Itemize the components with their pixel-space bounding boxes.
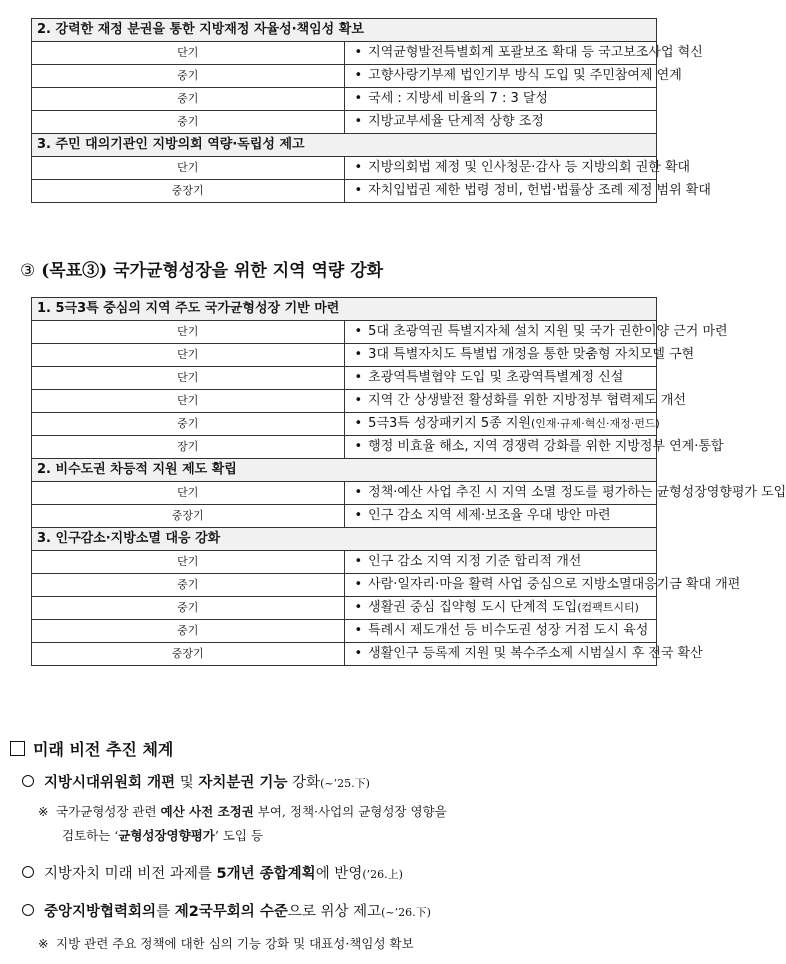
bullet-dot-icon: • — [354, 324, 363, 339]
task-cell — [344, 482, 786, 505]
vision-note-1 — [38, 802, 447, 820]
task-text: 지역 간 상생발전 활성화를 위한 지방정부 협력제도 개선 — [368, 393, 686, 408]
task-text: 5대 초광역권 특별지자체 설치 지원 및 국가 권한이양 근거 마련 — [368, 324, 728, 339]
term-cell: 단기 — [32, 551, 345, 574]
bullet-dot-icon: • — [354, 577, 363, 592]
note-mark: ※ — [38, 804, 49, 819]
section-header-row — [32, 298, 657, 321]
vision-item-3-date: (~’26.下) — [381, 906, 431, 919]
table-row — [32, 643, 657, 666]
table-row — [32, 180, 657, 203]
task-cell — [344, 551, 657, 574]
term-cell: 중기 — [32, 597, 345, 620]
bullet-dot-icon: • — [354, 646, 363, 661]
task-cell — [344, 321, 728, 344]
circle-bullet-icon — [22, 904, 34, 916]
task-cell — [344, 413, 660, 436]
task-text: 생활권 중심 집약형 도시 단계적 도입 — [368, 600, 578, 615]
task-cell — [344, 505, 657, 528]
task-text: 초광역특별협약 도입 및 초광역특별계정 신설 — [368, 370, 624, 385]
term-cell: 단기 — [32, 482, 345, 505]
task-text: 국세 : 지방세 비율의 7 : 3 달성 — [368, 91, 548, 106]
bullet-dot-icon: • — [354, 623, 363, 638]
table-row — [32, 436, 657, 459]
task-cell — [344, 344, 695, 367]
bullet-dot-icon: • — [354, 347, 363, 362]
task-text: 인구 감소 지역 지정 기준 합리적 개선 — [368, 554, 582, 569]
task-note: (인재·규제·혁신·재정·펀드) — [530, 417, 660, 430]
vision-note-1-text-3: 검토하는 ‘ — [62, 828, 119, 843]
table-row — [32, 111, 657, 134]
vision-item-1-bold-2: 자치분권 기능 — [198, 775, 288, 791]
term-cell: 단기 — [32, 390, 345, 413]
section-header-row — [32, 19, 657, 42]
vision-item-1-date: (~’25.下) — [320, 777, 370, 790]
circle-bullet-icon — [22, 775, 34, 787]
term-cell: 중기 — [32, 65, 345, 88]
vision-item-2-text-2: 에 반영 — [315, 866, 363, 882]
circle-bullet-icon — [22, 866, 34, 878]
goal3-text: (목표③) 국가균형성장을 위한 지역 역량 강화 — [41, 261, 384, 281]
task-text: 정책·예산 사업 추진 시 지역 소멸 정도를 평가하는 균형성장영향평가 도입 — [368, 485, 786, 500]
bullet-dot-icon: • — [354, 370, 363, 385]
section-title: 3. 인구감소·지방소멸 대응 강화 — [32, 528, 657, 551]
task-cell — [344, 620, 657, 643]
vision-item-2-text-1: 지방자치 미래 비전 과제를 — [44, 866, 217, 882]
bullet-dot-icon: • — [354, 114, 363, 129]
vision-note-1-line-2 — [62, 826, 263, 844]
task-text: 지방의회법 제정 및 인사청문·감사 등 지방의회 권한 확대 — [368, 160, 691, 175]
table-row — [32, 505, 657, 528]
task-cell — [344, 390, 686, 413]
vision-item-3-text-1: 를 — [156, 904, 175, 920]
bullet-dot-icon: • — [354, 160, 363, 175]
table-row — [32, 344, 657, 367]
term-cell: 단기 — [32, 321, 345, 344]
term-cell: 단기 — [32, 157, 345, 180]
table-row — [32, 390, 657, 413]
bullet-dot-icon: • — [354, 45, 363, 60]
task-cell — [344, 111, 657, 134]
square-bullet-icon — [10, 741, 25, 756]
term-cell: 중기 — [32, 620, 345, 643]
note-mark: ※ — [38, 936, 49, 951]
table-row — [32, 413, 657, 436]
term-cell: 중기 — [32, 574, 345, 597]
term-cell: 중장기 — [32, 505, 345, 528]
bullet-dot-icon: • — [354, 416, 363, 431]
bullet-dot-icon: • — [354, 183, 363, 198]
vision-note-2-text: 지방 관련 주요 정책에 대한 심의 기능 강화 및 대표성·책임성 확보 — [56, 936, 414, 951]
vision-note-2 — [38, 934, 414, 952]
bullet-dot-icon: • — [354, 600, 363, 615]
table-row — [32, 367, 657, 390]
vision-note-1-text-4: ’ 도입 등 — [214, 828, 264, 843]
vision-item-1-text-1: 및 — [175, 775, 199, 791]
table-row — [32, 597, 657, 620]
term-cell: 장기 — [32, 436, 345, 459]
vision-item-3-text-2: 으로 위상 제고 — [287, 904, 382, 920]
term-cell: 단기 — [32, 344, 345, 367]
table-row — [32, 42, 657, 65]
vision-item-3 — [22, 900, 431, 921]
vision-heading — [10, 737, 173, 760]
term-cell: 단기 — [32, 42, 345, 65]
task-cell — [344, 65, 682, 88]
term-cell: 중기 — [32, 111, 345, 134]
bullet-dot-icon: • — [354, 393, 363, 408]
task-text: 지방교부세율 단계적 상향 조정 — [368, 114, 544, 129]
section-title: 2. 강력한 재정 분권을 통한 지방재정 자율성·책임성 확보 — [32, 19, 657, 42]
section-title: 3. 주민 대의기관인 지방의회 역량·독립성 제고 — [32, 134, 657, 157]
task-text: 인구 감소 지역 세제·보조율 우대 방안 마련 — [368, 508, 611, 523]
table-row — [32, 157, 657, 180]
vision-item-1-bold-1: 지방시대위원회 개편 — [44, 775, 176, 791]
task-cell — [344, 88, 657, 111]
vision-item-1-text-2: 강화 — [287, 775, 321, 791]
task-text: 특례시 제도개선 등 비수도권 성장 거점 도시 육성 — [368, 623, 649, 638]
vision-item-3-bold-2: 제2국무회의 수준 — [174, 904, 288, 920]
task-text: 고향사랑기부제 법인기부 방식 도입 및 주민참여제 연계 — [368, 68, 682, 83]
task-cell — [344, 367, 657, 390]
goal3-number: ③ — [20, 261, 36, 281]
task-text: 지역균형발전특별회계 포괄보조 확대 등 국고보조사업 혁신 — [368, 45, 703, 60]
bullet-dot-icon: • — [354, 554, 363, 569]
section-header-row — [32, 528, 657, 551]
task-cell — [344, 597, 657, 620]
task-text: 자치입법권 제한 법령 정비, 헌법·법률상 조례 제정 범위 확대 — [368, 183, 711, 198]
task-cell — [344, 42, 703, 65]
task-cell — [344, 180, 711, 203]
bullet-dot-icon: • — [354, 91, 363, 106]
term-cell: 중장기 — [32, 180, 345, 203]
task-cell — [344, 436, 724, 459]
vision-note-1-bold-1: 예산 사전 조정권 — [160, 804, 254, 819]
section-header-row — [32, 134, 657, 157]
goal3-heading — [20, 256, 383, 281]
policy-table-top — [31, 18, 711, 203]
task-text: 3대 특별자치도 특별법 개정을 통한 맞춤형 자치모델 구현 — [368, 347, 695, 362]
bullet-dot-icon: • — [354, 485, 363, 500]
vision-item-3-bold-1: 중앙지방협력회의 — [44, 904, 157, 920]
vision-note-1-text-1: 국가균형성장 관련 — [56, 804, 161, 819]
task-text: 사람·일자리·마을 활력 사업 중심으로 지방소멸대응기금 확대 개편 — [368, 577, 741, 592]
task-cell — [344, 157, 691, 180]
section-title: 2. 비수도권 차등적 지원 제도 확립 — [32, 459, 657, 482]
table-row — [32, 88, 657, 111]
table-row — [32, 482, 657, 505]
task-text: 5극3특 성장패키지 5종 지원 — [368, 416, 531, 431]
policy-table-bottom — [31, 297, 786, 666]
term-cell: 단기 — [32, 367, 345, 390]
vision-note-1-text-2: 부여, 정책·사업의 균형성장 영향을 — [253, 804, 447, 819]
vision-item-2-bold-1: 5개년 종합계획 — [216, 866, 316, 882]
bullet-dot-icon: • — [354, 508, 363, 523]
task-text: 행정 비효율 해소, 지역 경쟁력 강화를 위한 지방정부 연계·통합 — [368, 439, 724, 454]
table-row — [32, 321, 657, 344]
task-cell — [344, 574, 741, 597]
table-row — [32, 574, 657, 597]
task-note: (컴팩트시티) — [577, 601, 639, 614]
section-header-row — [32, 459, 657, 482]
bullet-dot-icon: • — [354, 439, 363, 454]
vision-heading-text: 미래 비전 추진 체계 — [33, 740, 174, 759]
term-cell: 중기 — [32, 88, 345, 111]
vision-note-1-bold-2: 균형성장영향평가 — [118, 828, 215, 843]
vision-item-1 — [22, 771, 370, 792]
bullet-dot-icon: • — [354, 68, 363, 83]
term-cell: 중장기 — [32, 643, 345, 666]
task-cell — [344, 643, 703, 666]
table-row — [32, 65, 657, 88]
section-title: 1. 5극3특 중심의 지역 주도 국가균형성장 기반 마련 — [32, 298, 657, 321]
vision-item-2-date: (’26.上) — [362, 868, 403, 881]
term-cell: 중기 — [32, 413, 345, 436]
task-text: 생활인구 등록제 지원 및 복수주소제 시범실시 후 전국 확산 — [368, 646, 703, 661]
table-row — [32, 551, 657, 574]
table-row — [32, 620, 657, 643]
vision-item-2 — [22, 862, 403, 883]
